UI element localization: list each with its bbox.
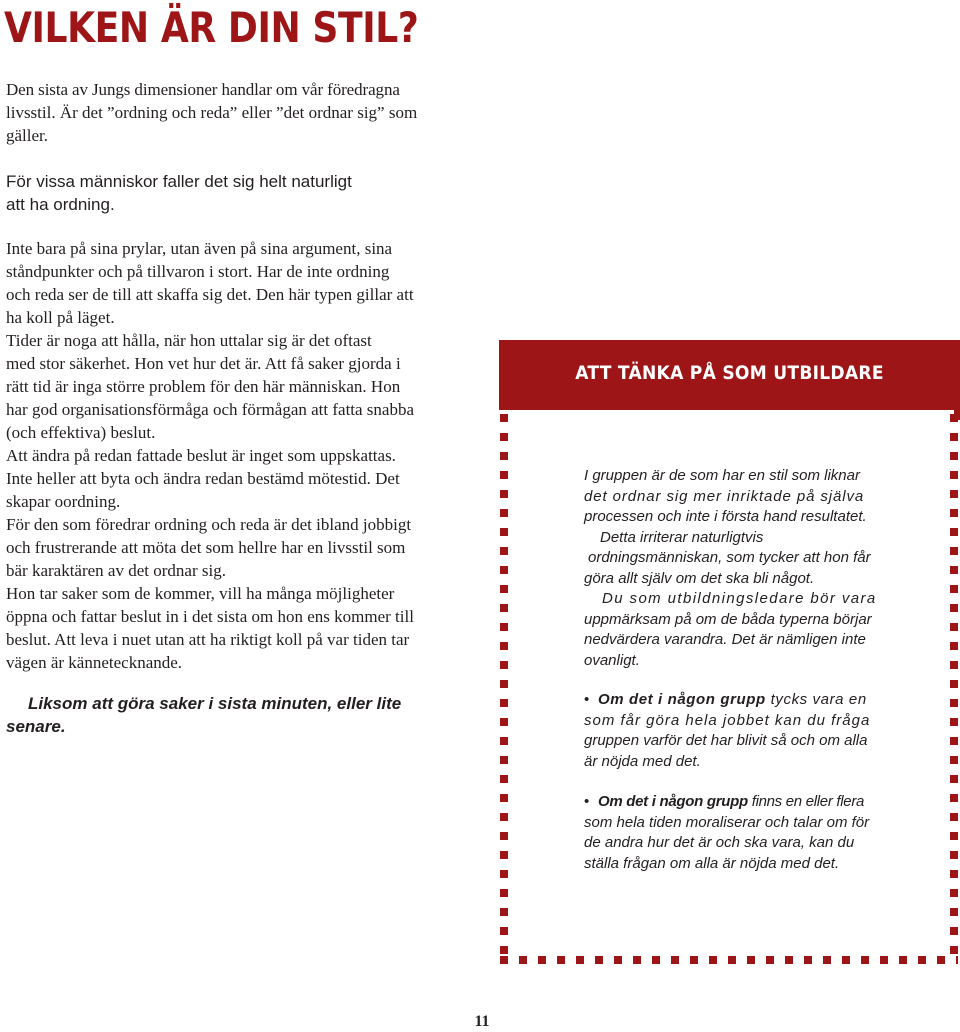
bullet-text: finns en eller flera xyxy=(747,793,865,810)
subheading xyxy=(6,170,468,216)
subheading-line: För vissa människor faller det sig helt naturligt xyxy=(6,172,352,191)
body-line: öppna och fattar beslut in i det sista om hon ens kommer till xyxy=(6,607,414,626)
intro-paragraph xyxy=(6,78,468,147)
info-box-line: göra allt själv om det ska bli något. xyxy=(584,569,815,587)
body-line: vägen är kännetecknande. xyxy=(6,653,183,672)
body-line: För den som föredrar ordning och reda är det ibland jobbigt xyxy=(6,515,412,534)
info-box-heading: ATT TÄNKA PÅ SOM UTBILDARE xyxy=(575,362,884,384)
body-line: Inte heller att byta och ändra redan bestämd mötestid. Det xyxy=(6,469,400,488)
closing-line: senare. xyxy=(6,717,66,736)
info-box-bullet xyxy=(584,792,914,874)
body-line: ha koll på läget. xyxy=(6,308,115,327)
body-text xyxy=(6,237,468,674)
page-title: VILKEN ÄR DIN STIL? xyxy=(4,3,419,52)
bullet-line: gruppen varför det har blivit så och om alla xyxy=(584,732,868,749)
bullet-marker: • xyxy=(584,793,589,810)
body-line: Tider är noga att hålla, när hon uttalar sig är det oftast xyxy=(6,331,372,350)
info-box-line: Detta irriterar naturligtvis xyxy=(600,528,764,546)
bullet-line: som hela tiden moraliserar och talar om för xyxy=(584,813,870,831)
body-line: Inte bara på sina prylar, utan även på sina argument, sina xyxy=(6,239,393,258)
bullet-first-line xyxy=(584,792,914,813)
bullet-line: ställa frågan om alla är nöjda med det. xyxy=(584,854,840,872)
body-line: bär karaktären av det ordnar sig. xyxy=(6,561,226,580)
info-box-line: det ordnar sig mer inriktade på själva xyxy=(584,487,865,505)
bullet-lead: Om det i någon grupp xyxy=(598,793,748,810)
info-box-border-right xyxy=(950,414,958,964)
subheading-line: att ha ordning. xyxy=(6,195,115,214)
info-box-line: processen och inte i första hand resultatet. xyxy=(584,508,867,525)
bullet-lead: Om det i någon grupp xyxy=(598,691,766,708)
bullet-marker: • xyxy=(584,691,590,708)
info-box-line: I gruppen är de som har en stil som liknar xyxy=(584,467,860,484)
body-line: och frustrerande att möta det som hellre har en livsstil som xyxy=(6,538,406,557)
bullet-line: är nöjda med det. xyxy=(584,752,701,770)
info-box-header xyxy=(499,340,960,410)
intro-line: gäller. xyxy=(6,126,49,145)
info-box-border-left xyxy=(500,414,508,964)
bullet-line: som får göra hela jobbet kan du fråga xyxy=(584,711,871,729)
info-box-paragraph xyxy=(584,466,914,671)
closing-line: Liksom att göra saker i sista minuten, eller lite xyxy=(28,694,402,713)
intro-line: Den sista av Jungs dimensioner handlar om vår föredragna xyxy=(6,80,400,99)
info-box-line: nedvärdera varandra. Det är nämligen inte xyxy=(584,631,866,648)
bullet-first-line xyxy=(584,690,914,711)
info-box-line: ordningsmänniskan, som tycker att hon får xyxy=(588,549,871,566)
body-line: och reda ser de till att skaffa sig det. Den här typen gillar att xyxy=(6,285,414,304)
body-line: Att ändra på redan fattade beslut är inget som uppskattas. xyxy=(6,446,396,465)
body-line: skapar oordning. xyxy=(6,492,121,511)
body-line: Hon tar saker som de kommer, vill ha många möjligheter xyxy=(6,584,395,603)
intro-line: livsstil. Är det ”ordning och reda” eller ”det ordnar sig” som xyxy=(6,103,418,122)
bullet-text: tycks vara en xyxy=(765,691,867,708)
body-line: (och effektiva) beslut. xyxy=(6,423,156,442)
page-number: 11 xyxy=(474,1013,490,1030)
bullet-line: de andra hur det är och ska vara, kan du xyxy=(584,834,855,851)
info-box-border-bottom xyxy=(500,956,958,964)
info-box-line: uppmärksam på om de båda typerna börjar xyxy=(584,610,872,628)
info-box-bullet xyxy=(584,690,914,772)
body-line: med stor säkerhet. Hon vet hur det är. Att få saker gjorda i xyxy=(6,354,401,373)
info-box-line: Du som utbildningsledare bör vara xyxy=(602,590,877,607)
body-line: rätt tid är inga större problem för den här människan. Hon xyxy=(6,377,401,396)
closing-statement xyxy=(6,692,468,738)
info-box-line: ovanligt. xyxy=(584,651,640,669)
body-line: ståndpunkter och på tillvaron i stort. Har de inte ordning xyxy=(6,262,390,281)
body-line: beslut. Att leva i nuet utan att ha riktigt koll på var tiden tar xyxy=(6,630,410,649)
body-line: har god organisationsförmåga och förmågan att fatta snabba xyxy=(6,400,415,419)
